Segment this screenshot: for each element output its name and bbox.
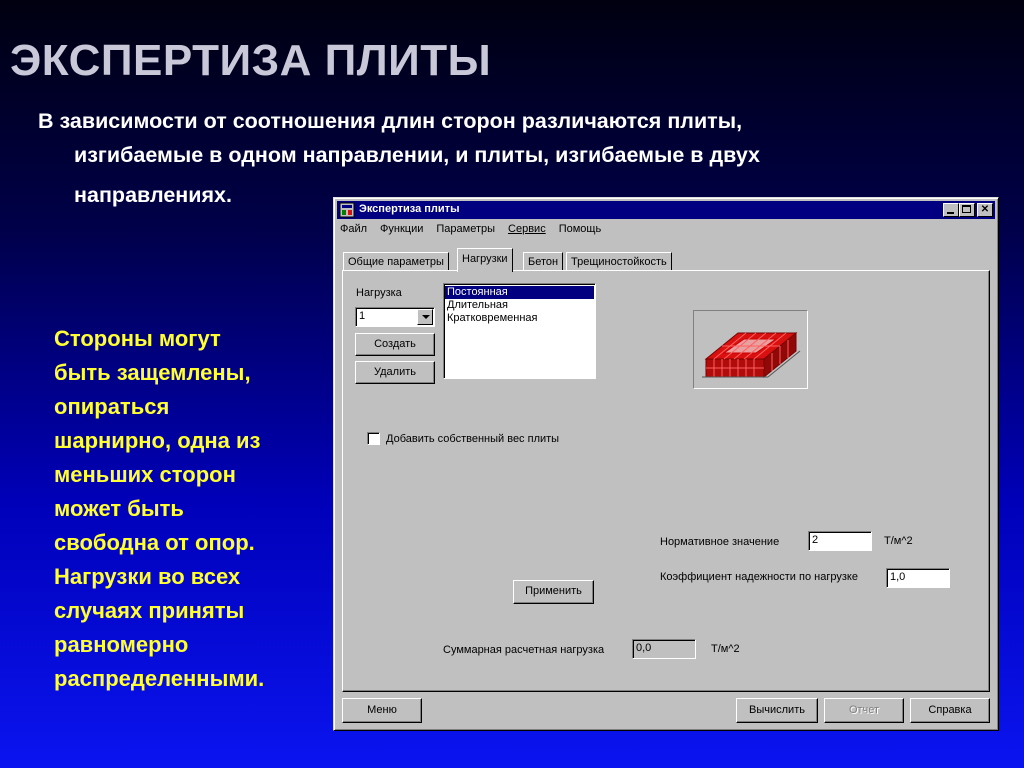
minimize-icon [947, 212, 954, 214]
list-item[interactable]: Постоянная [445, 286, 594, 299]
side-line: меньших сторон [54, 462, 236, 487]
menu-parameters[interactable]: Параметры [436, 223, 496, 235]
window-title: Экспертиза плиты [359, 203, 460, 215]
load-combo-value: 1 [359, 310, 366, 322]
intro-line-3: направлениях. [74, 183, 232, 207]
reliability-label: Коэффициент надежности по нагрузке [660, 571, 858, 583]
tab-general-parameters[interactable]: Общие параметры [343, 252, 449, 271]
app-window [333, 197, 999, 731]
loads-panel [342, 270, 990, 692]
total-load-unit: Т/м^2 [711, 643, 740, 655]
dropdown-arrow-icon[interactable] [417, 309, 433, 325]
side-line: случаях приняты [54, 598, 245, 623]
menu-file[interactable]: Файл [340, 223, 368, 235]
own-weight-label[interactable]: Добавить собственный вес плиты [386, 433, 560, 445]
total-load-field: 0,0 [632, 639, 696, 659]
slide-intro [38, 104, 1008, 212]
maximize-icon [962, 205, 971, 213]
side-line: свободна от опор. [54, 530, 255, 555]
load-type-list[interactable] [443, 283, 596, 379]
tab-loads[interactable]: Нагрузки [457, 248, 513, 272]
slide-side-text [54, 322, 344, 696]
tab-crack-resistance[interactable]: Трещиностойкость [566, 252, 672, 271]
create-button[interactable]: Создать [355, 333, 435, 356]
tab-concrete[interactable]: Бетон [523, 252, 563, 271]
normative-input[interactable]: 2 [808, 531, 872, 551]
list-item[interactable]: Длительная [447, 299, 508, 311]
menu-functions[interactable]: Функции [380, 223, 424, 235]
slab-picture [693, 310, 808, 389]
reliability-input[interactable]: 1,0 [886, 568, 950, 588]
maximize-button[interactable] [959, 203, 975, 217]
minimize-button[interactable] [943, 203, 959, 217]
calculate-button[interactable]: Вычислить [736, 698, 818, 723]
menu-help[interactable]: Помощь [558, 223, 602, 235]
side-line: Нагрузки во всех [54, 564, 241, 589]
report-button[interactable]: Отчет [824, 698, 904, 723]
title-bar[interactable] [337, 201, 995, 219]
close-icon: ✕ [980, 204, 990, 215]
intro-line-2: изгибаемые в одном направлении, и плиты, изгибаемые в двух [74, 143, 761, 167]
side-line: равномерно [54, 632, 189, 657]
own-weight-checkbox[interactable] [367, 432, 380, 445]
total-load-label: Суммарная расчетная нагрузка [443, 644, 605, 656]
apply-button[interactable]: Применить [513, 580, 594, 604]
side-line: распределенными. [54, 666, 265, 691]
load-combo[interactable] [355, 307, 435, 327]
menu-bar [340, 223, 601, 235]
side-line: быть защемлены, [54, 360, 251, 385]
side-line: опираться [54, 394, 170, 419]
intro-line-1: В зависимости от соотношения длин сторон различаются плиты, [38, 109, 743, 133]
app-icon [339, 202, 355, 218]
slab-3d-icon [694, 311, 807, 388]
help-button[interactable]: Справка [910, 698, 990, 723]
menu-service[interactable]: Сервис [508, 223, 546, 235]
delete-button[interactable]: Удалить [355, 361, 435, 384]
menu-button[interactable]: Меню [342, 698, 422, 723]
side-line: Стороны могут [54, 326, 221, 351]
list-item[interactable]: Кратковременная [447, 312, 538, 324]
load-label: Нагрузка [356, 287, 402, 299]
side-line: может быть [54, 496, 184, 521]
normative-label: Нормативное значение [660, 536, 780, 548]
close-button[interactable] [977, 203, 993, 217]
side-line: шарнирно, одна из [54, 428, 261, 453]
normative-unit: Т/м^2 [884, 535, 913, 547]
slide-title: ЭКСПЕРТИЗА ПЛИТЫ [10, 36, 492, 85]
